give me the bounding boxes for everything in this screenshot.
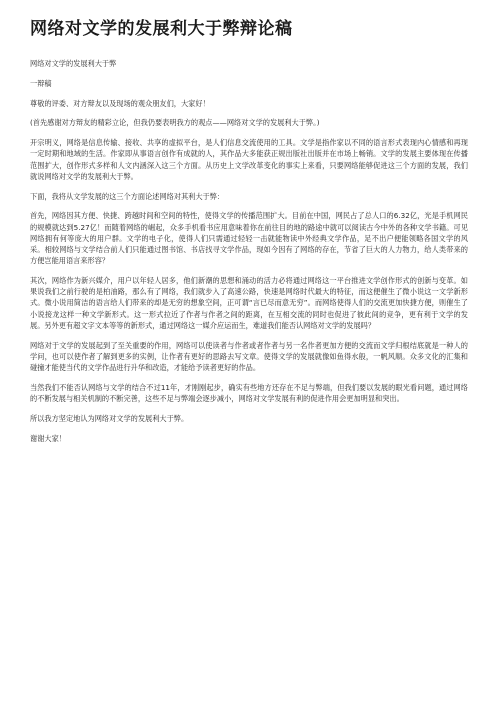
paragraph-closing: 谢谢大家！ (30, 433, 66, 443)
paragraph-speaker-role: 一辩稿 (30, 78, 52, 88)
paragraph-outline: 下面，我将从文学发展的这三个方面论述网络对其利大于弊： (30, 191, 225, 201)
paragraph-rebuttal: 当然我们不能否认网络与文学的结合不过11年，才刚刚起步，确实有些地方还存在不足与弊端，但我们要以发展的眼光看问题，通过网络的不断发展与相关机制的不断完善，这些不足与弊端会逐步减小，网络对文学发展有利的促进作用会更加明显和突出。 (30, 382, 468, 404)
paragraph-point-one: 首先，网络因其方便、快捷、跨越时间和空间的特性，使得文学的传播范围扩大。目前在中国，网民占了总人口的6.32亿，光是手机网民的规模就达到5.27亿！而随着网络的崛起，众多手机看书应用意味着你在前往目的地的路途中就可以阅读古今中外的各种文学书籍。可见网络拥有何等庞大的用户群。文学的电子化，使得人们只需通过轻轻一击就能物读中外经典文学作品，足不出户便能领略各国文学的风采。相较网络与文学结合前人们只能通过图书馆、书店找寻文学作品，现如今因有了网络的存在，节省了巨大的人力物力，给人类带来的方便岂能用语言来形容？ (30, 211, 468, 266)
paragraph-topic: 网络对文学的发展利大于弊 (30, 59, 117, 68)
document-title: 网络对文学的发展利大于弊辩论稿 (30, 19, 293, 39)
paragraph-thanks-note: (首先感谢对方辩友的精彩立论，但我仍要表明我方的观点——网络对文学的发展利大于弊。) (30, 118, 320, 128)
paragraph-definitions: 开宗明义，网络是信息传输、接收、共享的虚拟平台，是人们信息交流使用的工具。文学是指作家以不同的语言形式表现内心情感和再现一定时期和地域的生活。作家即从事语言创作有成就的人，其作品大多能获正规出版社出版并在市场上畅销。文学的发展主要体现在传播范围扩大，创作形式多样和人文内涵深入这三个方面。从历史上文学改革变化的事实上来看，只要网络能够促进这三个方面的发展，我们就说网络对文学的发展利大于弊。 (30, 138, 468, 181)
paragraph-point-two: 其次，网络作为新兴媒介，用户以年轻人居多，他们新潮的思想和涌动的活力必将通过网络这一平台推进文学创作形式的创新与变革。如果说我们之前行驶的是柏油路，那么有了网络，我们就步入了高速公路，快速是网络时代最大的特征，而这便催生了微小说这一文学新形式。微小说用简洁的语言给人们带来的却是无穷的想象空间，正可谓“言已尽而意无穷”。而网络使得人们的交流更加快捷方便，则催生了小说接龙这样一种文学新形式。这一形式拉近了作者与作者之间的距离，在互相交流的同时也促进了彼此间的竞争，更有利于文学的发展。另外更有超文字文本等等的新形式，通过网络这一媒介应运而生，难道我们能否认网络对文学的发展吗？ (30, 276, 468, 330)
paragraph-point-three: 网络对于文学的发展起到了至关重要的作用，网络可以使读者与作者或者作者与另一名作者更加方便的交流而文学归根结底就是一种人的学问，也可以使作者了解到更多的实例，让作者有更好的思路去写文章。使得文学的发展就像如鱼得水般，一帆风顺。众多文化的汇集和碰撞才能使当代的文学作品进行升华和改造，才能给予读者更好的作品。 (30, 340, 468, 373)
paragraph-conclusion: 所以我方坚定地认为网络对文学的发展利大于弊。 (30, 413, 189, 423)
paragraph-greeting: 尊敬的评委、对方辩友以及现场的观众朋友们，大家好！ (30, 98, 210, 108)
